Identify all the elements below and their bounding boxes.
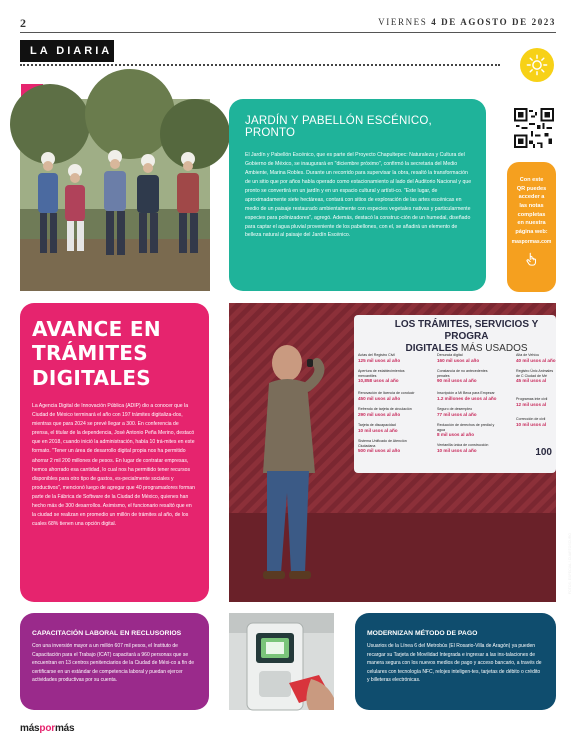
promo-line: Con este [519,177,544,183]
press-conference-photo [229,303,572,602]
promo-line: página web: [515,228,548,235]
screen-item [437,443,499,454]
screen-item-label: Renovación de licencia de conducir [358,391,415,395]
sun-icon [526,54,548,76]
screen-item-value: 77 mil usos al año [437,411,477,417]
screen-item-value: 1.2 millones de usos al año [437,395,497,401]
screen-item-value: 10 mil usos al año [437,447,477,453]
screen-item-value: 12 mil usos al [516,401,547,407]
capacitacion-article-card [20,613,209,710]
screen-title-line1: LOS TRÁMITES, SERVICIOS Y PROGRA [394,319,539,342]
dotted-divider [20,64,500,66]
screen-item-label: Corrección de civil [516,417,546,421]
screen-item-label: Registro Únic Animales de C Ciudad de Mé [516,369,554,378]
screen-item-label: Refrendo de tarjeta de circulación [358,407,412,411]
promo-line: las notas [519,202,544,209]
promo-line: completas [517,211,546,218]
screen-title-bold: DIGITALES [405,343,459,354]
screen-item [358,369,420,384]
screen-item [516,369,556,384]
qr-promo-card [507,162,556,292]
screen-item [516,417,556,428]
hand-pointer-icon [525,252,539,266]
screen-item [437,369,499,384]
logo-part: más [54,723,75,734]
jardin-headline: JARDÍN Y PABELLÓN ESCÉNICO, PRONTO [245,115,432,139]
screen-item-value: 8 mil usos al año [437,432,475,438]
page-number: 2 [20,16,26,30]
jardin-body-text: El Jardín y Pabellón Escénico, que es parte del Proyecto Chapultepec: Naturaleza y Cultura del Gobierno de México, se inaugurará en "diciembre próximo", confirmó la secretaria del Medio Ambiente, Marina Robles. Durante un recorrido para supervisar la obra, resaltó la transformación de un sitio que por años había operado como estacionamiento al lado del Auditorio Nacional y que pronto se convertirá en un jardín y en un espacio cultural y artísti-co. "Este lugar, de aproximadamente siete hectáreas, contará con sitios de exploración de las artes escénicas en medio de un paisaje restaurado ambientalmente con especies vegetales nativas y particularmente especies para polinizadores", agregó. Además, destacó la construc-ción de un humedal, diseñado para captar el agua pluvial proveniente de los pabellones, con el, se añadirá un elemento de belleza natural al paisaje del Jardín Escénico. [245,152,472,239]
date-rest: 4 DE AGOSTO DE 2023 [431,17,556,27]
metro-article-card [355,613,556,710]
screen-big-number: 100 [535,447,552,458]
avance-body-text: La Agencia Digital de Innovación Pública (ADIP) dio a conocer que la Ciudad de México terminará el año con 197 trámites digitaliza-dos, mientras que para 2024 se prevé llegar a 300. En conferencia de prensa, el titular de la dependencia, José Antonio Peña Merino, destacó que en 2018, cuando inició la administración, había 10 trá-mites en este formato. "Tener un área de desarrollo digital propia nos ha permitido ahorrar 2 mil 200 millones de pesos. En lugar de contratar empresas, hemos ahorrado esa cantidad, lo cual nos ha permitido tener recursos disponibles para otro tipo de gastos, es-pecialmente sociales y productivos", mencionó luego de agregar que 40 programadores forman parte de la Fábrica de Software de la Ciudad de México, quienes han hecho más de 300 desarrollos. Asimismo, el funcionario resaltó que en la ciudad se realizan en promedio un millón de trámites al año, de los cuales 68% tienen una opción digital. [32,403,195,527]
logo-part-accent: por [39,723,55,734]
avance-headline: AVANCE EN TRÁMITES DIGITALES [32,317,161,390]
screen-item [516,397,556,408]
screen-item-value: 500 mil usos al año [358,448,401,454]
screen-item-value: 450 mil usos al año [358,395,401,401]
screen-item-label: Sistema Unificado de Atención Ciudadana [358,439,407,448]
promo-line: en nuestra [517,220,546,227]
screen-item-label: Denuncia digital [437,353,463,357]
group-visit-photo [20,99,210,291]
screen-item-label: Inscripción a Mi Beca para Empezar [437,391,495,395]
screen-item [358,423,420,434]
screen-item [358,439,420,454]
screen-title [377,319,556,355]
avance-article-card [20,303,209,602]
screen-item-value: 10,858 usos al año [358,378,399,384]
promo-url[interactable]: maspormas.com [511,238,552,245]
screen-item-label: Alta de Vehícu [516,353,540,357]
screen-item-value: 290 mil usos al año [358,411,401,417]
screen-item [358,353,420,364]
metro-headline: MODERNIZAN MÉTODO DE PAGO [367,630,478,637]
capacitacion-body-text: Con una inversión mayor a un millón 607 mil pesos, el Instituto de Capacitación para el Trabajo (ICAT) capacitará a 960 personas que se encuentran en 13 centros penitenciarios de la Ciudad de Méxi-co a fin de certificarse en un estándar de competencia laboral y puedan ejercer actividades productivas por su cuenta. [32,643,195,683]
date-weekday: VIERNES [378,17,428,27]
screen-item-label: Programas inte civil [516,397,548,401]
screen-item [358,391,420,402]
screen-item-value: 90 mil usos al año [437,378,477,384]
photo-credit: FOTOS: ESPECIAL / CUARTOSCURO [568,533,572,595]
screen-item-label: Reducción de derechos de predial y agua [437,423,495,432]
logo-part: más [20,723,40,734]
screen-item-label: Apertura de establecimientos mercantiles [358,369,405,378]
sun-badge [520,48,554,82]
screen-item-label: Constancia de no antecedentes penales [437,369,488,378]
screen-item [437,407,499,418]
screen-item-value: 45 mil usos al [516,378,547,384]
screen-item-label: Ventanilla única de construcción [437,443,489,447]
top-rule [20,32,556,33]
screen-item [437,353,499,364]
date-line [378,17,556,27]
capacitacion-headline: CAPACITACIÓN LABORAL EN RECLUSORIOS [32,630,182,637]
screen-item-label: Tarjeta de discapacidad [358,423,396,427]
screen-item-label: Seguro de desempleo [437,407,473,411]
maspormas-logo [20,723,74,734]
screen-item-value: 160 mil usos al año [437,357,480,363]
qr-code[interactable] [514,108,554,148]
screen-item [437,391,499,402]
promo-line: QR puedes [516,185,547,192]
section-tag: LA DIARIA [20,40,114,62]
promo-line: acceder a [518,194,545,201]
screen-item-value: 10 mil usos al año [358,427,398,433]
screen-item-label: Actas del Registro Civil [358,353,395,357]
metro-body-text: Usuarios de la Línea 6 del Metrobús (El Rosario-Villa de Aragón) ya pueden recargar su Tarjeta de Movilidad Integrada e ingresar a las ins-talaciones de manera segura con los nuevos medios de pago y acceso bancario, a través de celulares con tecnología NFC, relojes inteligen-tes, tarjetas de débito o crédito y billeteras electrónicas. [367,643,542,683]
jardin-article-card [229,99,486,291]
screen-item [437,423,499,438]
screen-item-value: 10 mil usos al [516,421,547,427]
screen-title-rest: MÁS USADOS [458,343,528,354]
screen-item [358,407,420,418]
screen-item [516,353,556,364]
qr-code-icon [514,108,554,148]
screen-item-value: 125 mil usos al año [358,357,401,363]
screen-item-value: 40 mil usos al año [516,357,556,363]
payment-terminal-photo [229,613,334,710]
